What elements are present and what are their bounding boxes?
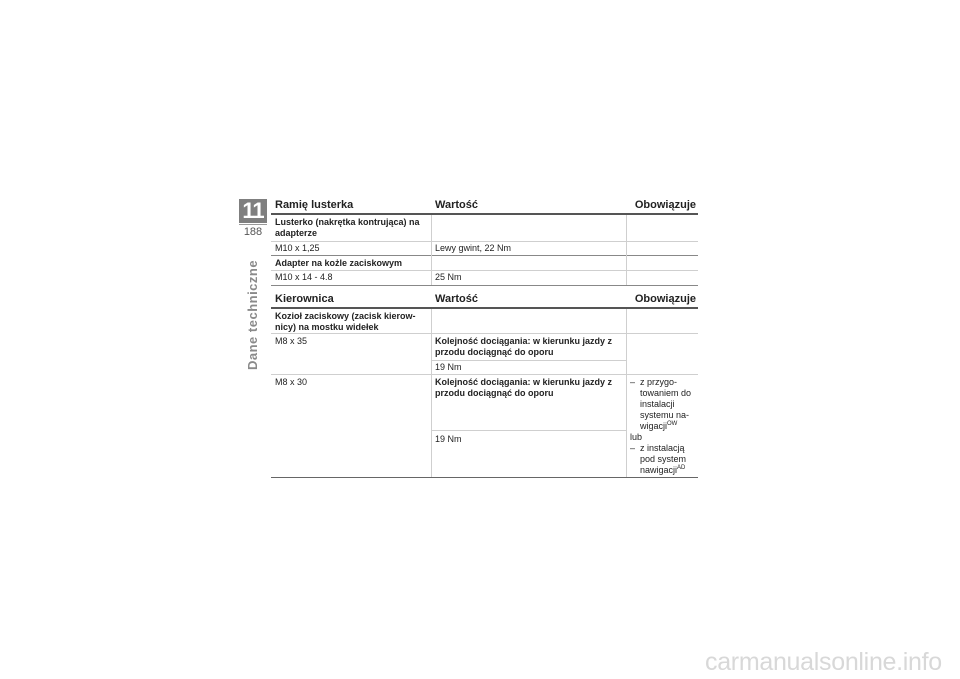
table2-group1-torque: 19 Nm	[435, 362, 462, 372]
table1-row3-part: Adapter na kożle zaciskowym	[275, 258, 403, 268]
applies-option-2-code: AD	[677, 465, 686, 471]
table-row	[271, 270, 698, 285]
row-divider	[271, 374, 698, 375]
column-divider	[431, 309, 432, 477]
table2-group2-torque: 19 Nm	[435, 434, 462, 444]
table2-heading-row: Kozioł zaciskowy (zacisk kierow-nicy) na mostku widełek	[275, 311, 416, 332]
chapter-title-vertical: Dane techniczne	[245, 259, 260, 370]
table1-row4-part: M10 x 14 - 4.8	[275, 272, 333, 282]
applies-option-1	[630, 377, 698, 432]
table-row	[271, 309, 698, 334]
table2-group2-applies	[630, 377, 698, 476]
table2-bottom-rule	[271, 477, 698, 478]
table-row	[271, 215, 698, 241]
applies-connector: lub	[630, 432, 643, 442]
table2-header-applies: Obowiązuje	[634, 293, 696, 305]
chapter-separator	[239, 224, 267, 225]
table1-row2-part: M10 x 1,25	[275, 243, 320, 253]
table2-group1-order: Kolejność dociągania: w kierunku jazdy z przodu dociągnąć do oporu	[435, 336, 613, 357]
applies-option-1-text: z przygo-towaniem do instalacji systemu na-wigacji	[640, 377, 692, 431]
table-row	[271, 256, 698, 270]
table2-group1-bolt: M8 x 35	[275, 336, 308, 346]
applies-option-1-code: OW	[667, 421, 678, 427]
table1-row1-part: Lusterko (nakrętka kontrująca) na adapterze	[275, 217, 420, 238]
row-divider	[431, 430, 626, 431]
table-row	[271, 241, 698, 255]
column-divider	[626, 215, 627, 285]
applies-option-2-text: z instalacją pod system nawigacji	[640, 443, 687, 475]
row-divider	[431, 360, 626, 361]
chapter-number: 11	[239, 199, 267, 223]
watermark: carmanualsonline.info	[705, 648, 942, 676]
table2-group2-bolt: M8 x 30	[275, 377, 308, 387]
table1-header-part: Ramię lusterka	[275, 199, 354, 211]
table2-header-part: Kierownica	[275, 293, 334, 305]
applies-option-2	[630, 443, 698, 476]
table1-header-value: Wartość	[435, 199, 478, 211]
page-number: 188	[243, 226, 263, 238]
table1-bottom-rule	[271, 285, 698, 286]
table1-row2-value: Lewy gwint, 22 Nm	[435, 243, 512, 253]
row-divider	[271, 333, 698, 334]
table1-header-applies: Obowiązuje	[634, 199, 696, 211]
table2-header-value: Wartość	[435, 293, 478, 305]
column-divider	[431, 215, 432, 285]
table1-row4-value: 25 Nm	[435, 272, 462, 282]
table2-group2-order: Kolejność dociągania: w kierunku jazdy z przodu dociągnąć do oporu	[435, 377, 613, 398]
column-divider	[626, 309, 627, 477]
